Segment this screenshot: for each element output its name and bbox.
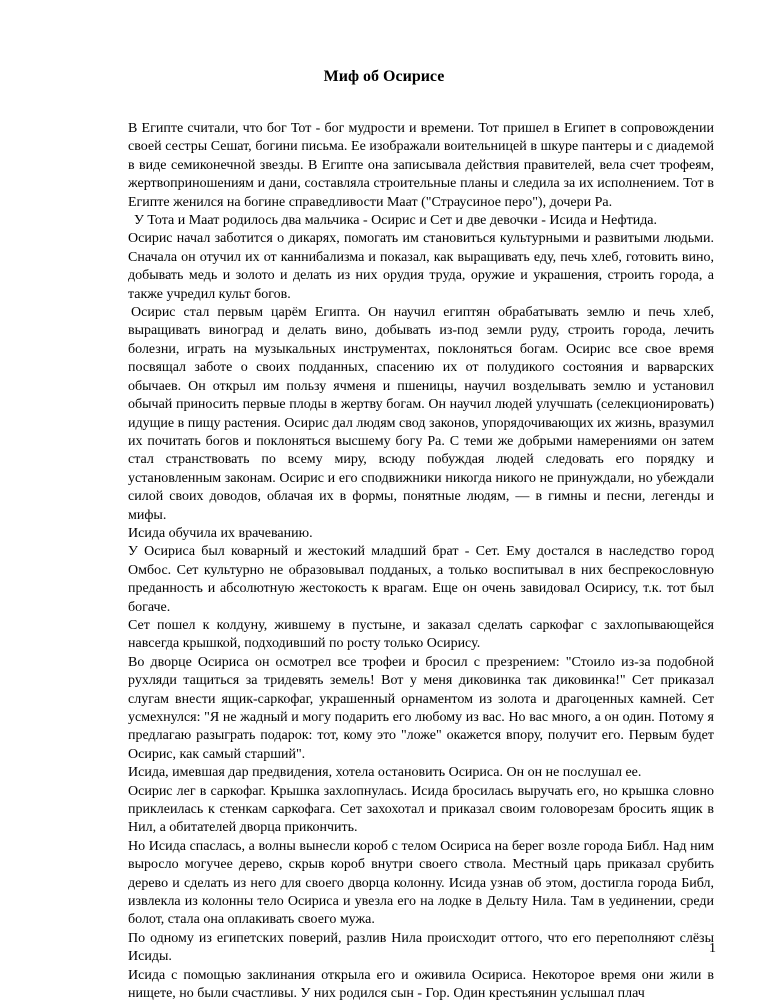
paragraph-children: У Тота и Маат родилось два мальчика - Осирис и Сет и две девочки - Исида и Нефтида. (134, 213, 658, 229)
paragraph-thoth: В Египте считали, что бог Тот - бог мудрости и времени. Тот пришел в Египет в сопровождении своей сестры Сешат, богини письма. Ее изображали воительницей в шкуре пантеры и с диадемой в виде семиконечной звезды. В Египте она записывала действия правителей, вела счет трофеям, жертвоприношениям и дани, составляла строительные планы и следила за их исполнением. Тот в Египте женился на богине справедливости Маат ("Страусиное перо"), дочери Ра. (128, 121, 714, 210)
document-body (128, 120, 714, 1004)
page-number: 1 (709, 941, 716, 956)
paragraph-isis-warning: Исида, имевшая дар предвидения, хотела остановить Осириса. Он он не послушал ее. (128, 765, 642, 781)
paragraph-set: У Осириса был коварный и жестокий младший брат - Сет. Ему достался в наследство город Омбос. Сет культурно не образовывал подданых, а только воспитывал в них беспрекословную преданность и абсолютную жестокость к врагам. Еще он очень завидовал Осирису, т.к. тот был богаче. (128, 544, 714, 615)
document-title: Миф об Осирисе (323, 68, 445, 85)
paragraph-palace: Во дворце Осириса он осмотрел все трофеи и бросил с презрением: "Стоило из-за подобной рухляди тащиться за тридевять земель! Вот у меня диковинка так диковинка!" Сет приказал слугам внести ящик-саркофаг, украшенный орнаментом из золота и драгоценных камней. Сет усмехнулся: "Я не жадный и могу подарить его любому из вас. Но вас много, а он один. Потому я предлагаю разыграть подарок: тот, кому это "ложе" окажется впору, получит его. Первым будет Осирис, как самый старший". (128, 654, 714, 762)
paragraph-first-king: Осирис стал первым царём Египта. Он научил египтян обрабатывать землю и печь хлеб, выращивать виноград и делать вино, добывать из-под земли руду, строить города, лечить болезни, играть на музыкальных инструментах, поклоняться богам. Осирис все свое время посвящал заботе о своих подданных, спасению их от полудикого состояния и варварских обычаев. Он открыл им пользу ячменя и пшеницы, научил возделывать землю и установил обычай приносить первые плоды в жертву богам. Он научил людей улучшать (селекционировать) идущие в пищу растения. Осирис дал людям свод законов, упорядочивающих их жизнь, вразумил их почитать богов и поклоняться высшему богу Ра. С теми же добрыми намерениями он затем стал странствовать по всему миру, всюду побуждая людей следовать его порядку и установленным законам. Осирис и его сподвижники никогда никого не принуждали, но убеждали силой своих доводов, облачая их в формы, понятные людям, — в гимны и песни, легенды и мифы. (128, 305, 714, 523)
paragraph-lid: Осирис лег в саркофаг. Крышка захлопнулась. Исида бросилась выручать его, но крышка словно приклеилась к стенкам саркофага. Сет захохотал и приказал своим головорезам бросить ящик в Нил, а обитателей дворца прикончить. (128, 783, 714, 836)
paragraph-horus: Исида с помощью заклинания открыла его и оживила Осириса. Некоторое время они жили в нищете, но были счастливы. У них родился сын - Гор. Один крестьянин услышал плач (128, 967, 714, 1002)
paragraph-nile-flood: По одному из египетских поверий, разлив Нила происходит оттого, что его переполняют слёзы Исиды. (128, 930, 714, 965)
paragraph-isis-healing: Исида обучила их врачеванию. (128, 525, 313, 541)
paragraph-osiris-care: Осирис начал заботится о дикарях, помогать им становиться культурными и развитыми людьми. Сначала он отучил их от каннибализма и показал, как выращивать еду, печь хлеб, готовить вино, добывать медь и золото и делать из них орудия труда, оружие и украшения, строить города, а также учредил культ богов. (128, 231, 714, 302)
paragraph-byblos: Но Исида спаслась, а волны вынесли короб с телом Осириса на берег возле города Библ. Над ним выросло могучее дерево, скрыв короб внутри своего ствола. Местный царь приказал срубить дерево и сделать из него для своего дворца колонну. Исида узнав об этом, достигла города Библ, извлекла из колонны тело Осириса и увезла его на лодке в Дельту Нила. Там в уединении, среди болот, стала она оплакивать своего мужа. (128, 838, 714, 928)
paragraph-sarcophagus-order: Сет пошел к колдуну, жившему в пустыне, и заказал сделать саркофаг с захлопывающейся навсегда крышкой, подходивший по росту только Осирису. (128, 617, 714, 652)
